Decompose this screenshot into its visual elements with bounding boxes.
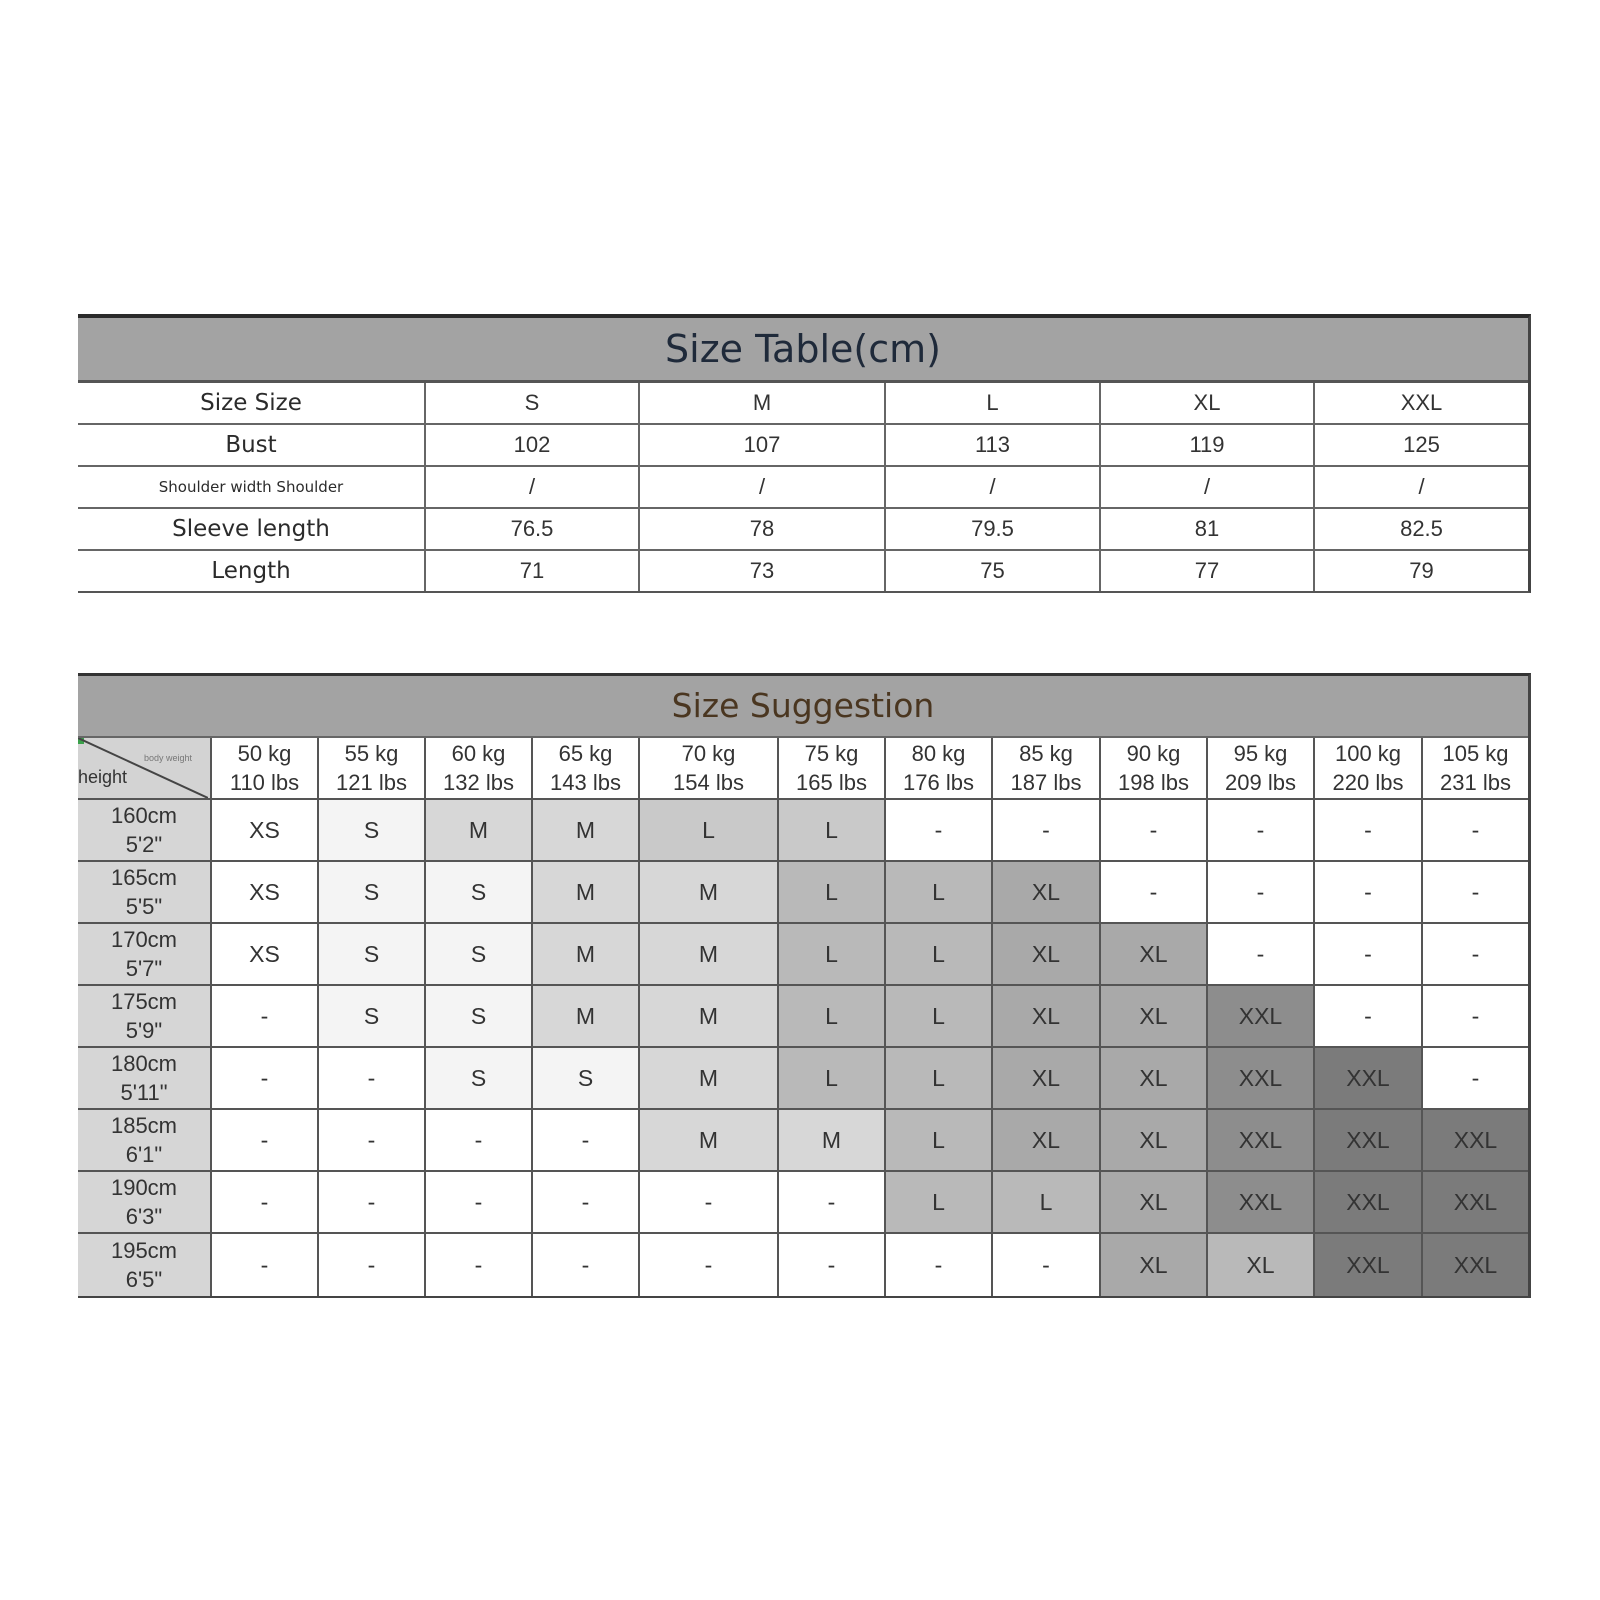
- suggestion-row: [78, 1048, 1528, 1110]
- measurement-cell: 82.5: [1313, 509, 1528, 549]
- weight-header-cell: [1421, 738, 1528, 798]
- measurement-cell: /: [1313, 467, 1528, 507]
- size-suggestion-cell: -: [1313, 924, 1421, 984]
- suggestion-row: [78, 800, 1528, 862]
- size-suggestion-cell: XXL: [1421, 1110, 1528, 1170]
- size-suggestion-table: [78, 673, 1531, 1298]
- measurement-cell: 75: [884, 551, 1099, 591]
- size-table-row-shoulder: [78, 467, 1528, 509]
- size-suggestion-cell: -: [638, 1172, 777, 1232]
- weight-lbs: 176 lbs: [903, 770, 974, 795]
- size-suggestion-cell: L: [884, 986, 991, 1046]
- size-suggestion-cell: M: [424, 800, 531, 860]
- size-suggestion-cell: M: [638, 1048, 777, 1108]
- size-suggestion-cell: -: [210, 1234, 317, 1296]
- size-suggestion-cell: XXL: [1206, 1172, 1313, 1232]
- size-suggestion-cell: XS: [210, 924, 317, 984]
- weight-lbs: 209 lbs: [1225, 770, 1296, 795]
- size-suggestion-cell: M: [531, 924, 638, 984]
- measurement-cell: 79.5: [884, 509, 1099, 549]
- size-suggestion-cell: S: [317, 862, 424, 922]
- size-table-row-bust: [78, 425, 1528, 467]
- size-suggestion-cell: -: [1313, 862, 1421, 922]
- size-suggestion-cell: S: [317, 924, 424, 984]
- weight-header-cell: [1206, 738, 1313, 798]
- size-suggestion-cell: -: [1421, 986, 1528, 1046]
- weight-kg: 50 kg: [237, 741, 292, 766]
- weight-header-cell: [777, 738, 884, 798]
- size-suggestion-cell: XL: [1099, 924, 1206, 984]
- size-suggestion-cell: -: [210, 1172, 317, 1232]
- weight-lbs: 154 lbs: [673, 770, 744, 795]
- size-suggestion-cell: -: [317, 1048, 424, 1108]
- size-suggestion-cell: L: [777, 924, 884, 984]
- height-cm: 160cm: [110, 803, 178, 828]
- suggestion-row: [78, 1110, 1528, 1172]
- size-suggestion-cell: -: [1206, 924, 1313, 984]
- size-suggestion-cell: -: [531, 1110, 638, 1170]
- weight-header-cell: [884, 738, 991, 798]
- size-suggestion-cell: -: [777, 1172, 884, 1232]
- height-cm: 165cm: [110, 865, 178, 890]
- height-cm: 195cm: [110, 1238, 178, 1263]
- weight-header-cell: [317, 738, 424, 798]
- height-cm: 190cm: [110, 1175, 178, 1200]
- height-ft: 5'11": [120, 1080, 168, 1105]
- measurement-cell: /: [884, 467, 1099, 507]
- size-suggestion-cell: L: [777, 800, 884, 860]
- height-header-cell: [78, 924, 210, 984]
- size-suggestion-cell: S: [424, 924, 531, 984]
- size-suggestion-cell: XL: [1099, 1110, 1206, 1170]
- size-suggestion-title: Size Suggestion: [78, 676, 1528, 738]
- size-suggestion-cell: -: [638, 1234, 777, 1296]
- suggestion-header-row: [78, 738, 1528, 800]
- size-suggestion-cell: XL: [991, 986, 1099, 1046]
- measurement-cell: 76.5: [424, 509, 638, 549]
- size-suggestion-cell: S: [424, 862, 531, 922]
- size-suggestion-cell: L: [777, 1048, 884, 1108]
- measurement-cell: 107: [638, 425, 884, 465]
- size-suggestion-cell: -: [531, 1234, 638, 1296]
- size-suggestion-cell: XXL: [1313, 1234, 1421, 1296]
- size-suggestion-cell: XL: [1206, 1234, 1313, 1296]
- size-suggestion-cell: M: [531, 800, 638, 860]
- size-suggestion-cell: XL: [1099, 1172, 1206, 1232]
- size-suggestion-cell: L: [884, 862, 991, 922]
- weight-header-cell: [638, 738, 777, 798]
- size-suggestion-cell: -: [1421, 924, 1528, 984]
- weight-kg: 70 kg: [681, 741, 736, 766]
- weight-kg: 85 kg: [1019, 741, 1073, 766]
- size-suggestion-cell: -: [991, 1234, 1099, 1296]
- height-cm: 185cm: [110, 1113, 178, 1138]
- size-suggestion-cell: L: [777, 986, 884, 1046]
- size-suggestion-cell: -: [1421, 800, 1528, 860]
- weight-kg: 100 kg: [1334, 741, 1402, 766]
- measurement-cell: 79: [1313, 551, 1528, 591]
- size-table-title: Size Table(cm): [78, 318, 1528, 383]
- weight-lbs: 198 lbs: [1118, 770, 1189, 795]
- size-suggestion-cell: -: [884, 800, 991, 860]
- height-header-cell: [78, 1048, 210, 1108]
- row-label: Bust: [225, 432, 277, 458]
- weight-header-cell: [424, 738, 531, 798]
- size-suggestion-cell: XXL: [1421, 1172, 1528, 1232]
- size-suggestion-cell: M: [638, 1110, 777, 1170]
- weight-header-cell: [531, 738, 638, 798]
- height-header-cell: [78, 1172, 210, 1232]
- row-label: Sleeve length: [172, 516, 330, 542]
- size-suggestion-cell: -: [991, 800, 1099, 860]
- size-suggestion-cell: -: [1099, 800, 1206, 860]
- size-suggestion-cell: S: [531, 1048, 638, 1108]
- measurement-cell: 78: [638, 509, 884, 549]
- corner-cell: [78, 738, 210, 798]
- weight-kg: 90 kg: [1126, 741, 1181, 766]
- size-suggestion-cell: M: [638, 924, 777, 984]
- height-header-cell: [78, 1110, 210, 1170]
- size-suggestion-cell: XL: [991, 1110, 1099, 1170]
- size-suggestion-cell: -: [1206, 862, 1313, 922]
- height-header-cell: [78, 800, 210, 860]
- height-cm: 170cm: [110, 927, 178, 952]
- size-suggestion-cell: -: [1421, 1048, 1528, 1108]
- size-table-row-length: [78, 551, 1528, 591]
- suggestion-row: [78, 862, 1528, 924]
- size-suggestion-cell: L: [884, 1048, 991, 1108]
- measurement-cell: 113: [884, 425, 1099, 465]
- weight-kg: 55 kg: [344, 741, 399, 766]
- size-table: [78, 314, 1531, 593]
- size-suggestion-cell: L: [638, 800, 777, 860]
- size-table-header-xl: XL: [1099, 383, 1313, 423]
- size-suggestion-cell: S: [424, 1048, 531, 1108]
- size-suggestion-cell: XXL: [1206, 986, 1313, 1046]
- measurement-cell: 81: [1099, 509, 1313, 549]
- size-suggestion-cell: XL: [1099, 1048, 1206, 1108]
- measurement-cell: 71: [424, 551, 638, 591]
- measurement-cell: /: [1099, 467, 1313, 507]
- size-suggestion-cell: XL: [1099, 986, 1206, 1046]
- size-suggestion-cell: XS: [210, 800, 317, 860]
- size-suggestion-cell: -: [1099, 862, 1206, 922]
- weight-header-cell: [1313, 738, 1421, 798]
- weight-kg: 60 kg: [451, 741, 506, 766]
- weight-kg: 105 kg: [1442, 741, 1509, 766]
- row-label: Shoulder width Shoulder: [158, 478, 344, 496]
- weight-header-cell: [210, 738, 317, 798]
- size-suggestion-cell: L: [777, 862, 884, 922]
- weight-kg: 75 kg: [804, 741, 859, 766]
- measurement-cell: /: [424, 467, 638, 507]
- weight-kg: 95 kg: [1233, 741, 1288, 766]
- size-suggestion-cell: -: [1206, 800, 1313, 860]
- row-label: Length: [211, 558, 291, 584]
- height-header-cell: [78, 986, 210, 1046]
- size-suggestion-cell: -: [210, 1110, 317, 1170]
- body-weight-label: body weight: [143, 753, 192, 763]
- size-suggestion-cell: -: [777, 1234, 884, 1296]
- weight-header-cell: [1099, 738, 1206, 798]
- size-suggestion-cell: S: [424, 986, 531, 1046]
- measurement-cell: 125: [1313, 425, 1528, 465]
- size-suggestion-cell: -: [317, 1172, 424, 1232]
- size-suggestion-cell: -: [1421, 862, 1528, 922]
- measurement-cell: 102: [424, 425, 638, 465]
- size-table-header-xxl: XXL: [1313, 383, 1528, 423]
- suggestion-row: [78, 1172, 1528, 1234]
- size-suggestion-cell: XXL: [1421, 1234, 1528, 1296]
- size-suggestion-cell: L: [884, 924, 991, 984]
- size-suggestion-cell: -: [424, 1172, 531, 1232]
- size-suggestion-cell: -: [884, 1234, 991, 1296]
- weight-lbs: 121 lbs: [336, 770, 407, 795]
- size-table-row-sleeve: [78, 509, 1528, 551]
- weight-lbs: 231 lbs: [1440, 770, 1511, 795]
- size-suggestion-cell: XXL: [1313, 1110, 1421, 1170]
- size-suggestion-cell: XXL: [1206, 1110, 1313, 1170]
- height-ft: 5'7": [125, 956, 163, 981]
- size-suggestion-cell: XL: [991, 862, 1099, 922]
- size-suggestion-cell: M: [638, 862, 777, 922]
- size-suggestion-cell: XL: [991, 1048, 1099, 1108]
- measurement-cell: 73: [638, 551, 884, 591]
- size-suggestion-cell: -: [1313, 986, 1421, 1046]
- weight-lbs: 132 lbs: [443, 770, 514, 795]
- size-suggestion-cell: -: [210, 1048, 317, 1108]
- height-ft: 6'3": [125, 1204, 163, 1229]
- measurement-cell: 77: [1099, 551, 1313, 591]
- size-suggestion-cell: -: [424, 1234, 531, 1296]
- suggestion-row: [78, 924, 1528, 986]
- weight-lbs: 143 lbs: [550, 770, 621, 795]
- size-table-header-m: M: [638, 383, 884, 423]
- size-suggestion-cell: L: [991, 1172, 1099, 1232]
- size-suggestion-cell: -: [1313, 800, 1421, 860]
- size-suggestion-cell: -: [317, 1234, 424, 1296]
- size-table-header-s: S: [424, 383, 638, 423]
- size-table-header-l: L: [884, 383, 1099, 423]
- weight-header-cell: [991, 738, 1099, 798]
- size-suggestion-cell: M: [531, 986, 638, 1046]
- size-suggestion-cell: -: [210, 986, 317, 1046]
- measurement-cell: /: [638, 467, 884, 507]
- size-suggestion-cell: XXL: [1313, 1172, 1421, 1232]
- size-suggestion-cell: S: [317, 986, 424, 1046]
- suggestion-row: [78, 986, 1528, 1048]
- size-suggestion-cell: XXL: [1206, 1048, 1313, 1108]
- size-suggestion-cell: L: [884, 1172, 991, 1232]
- size-table-header-row: [78, 383, 1528, 425]
- weight-lbs: 220 lbs: [1332, 770, 1404, 795]
- suggestion-row: [78, 1234, 1528, 1296]
- size-suggestion-cell: XS: [210, 862, 317, 922]
- weight-lbs: 165 lbs: [796, 770, 867, 795]
- height-ft: 5'9": [125, 1018, 163, 1043]
- height-ft: 6'1": [125, 1142, 163, 1167]
- size-suggestion-cell: S: [317, 800, 424, 860]
- weight-kg: 65 kg: [558, 741, 613, 766]
- height-header-cell: [78, 862, 210, 922]
- size-suggestion-cell: -: [317, 1110, 424, 1170]
- suggestion-body: [78, 800, 1528, 1296]
- size-suggestion-cell: XL: [1099, 1234, 1206, 1296]
- size-suggestion-cell: M: [777, 1110, 884, 1170]
- size-suggestion-cell: XL: [991, 924, 1099, 984]
- height-cm: 180cm: [110, 1051, 178, 1076]
- size-suggestion-cell: M: [531, 862, 638, 922]
- height-cm: 175cm: [110, 989, 178, 1014]
- size-suggestion-cell: XXL: [1313, 1048, 1421, 1108]
- size-suggestion-cell: M: [638, 986, 777, 1046]
- height-ft: 5'5": [125, 894, 163, 919]
- size-suggestion-cell: -: [531, 1172, 638, 1232]
- size-table-header-label: Size Size: [200, 390, 302, 416]
- weight-lbs: 187 lbs: [1010, 770, 1082, 795]
- size-suggestion-cell: L: [884, 1110, 991, 1170]
- weight-kg: 80 kg: [911, 741, 966, 766]
- size-suggestion-cell: -: [424, 1110, 531, 1170]
- height-header-cell: [78, 1234, 210, 1296]
- measurement-cell: 119: [1099, 425, 1313, 465]
- weight-lbs: 110 lbs: [229, 770, 300, 795]
- height-label: height: [78, 767, 128, 787]
- height-ft: 6'5": [125, 1267, 163, 1292]
- height-ft: 5'2": [125, 832, 163, 857]
